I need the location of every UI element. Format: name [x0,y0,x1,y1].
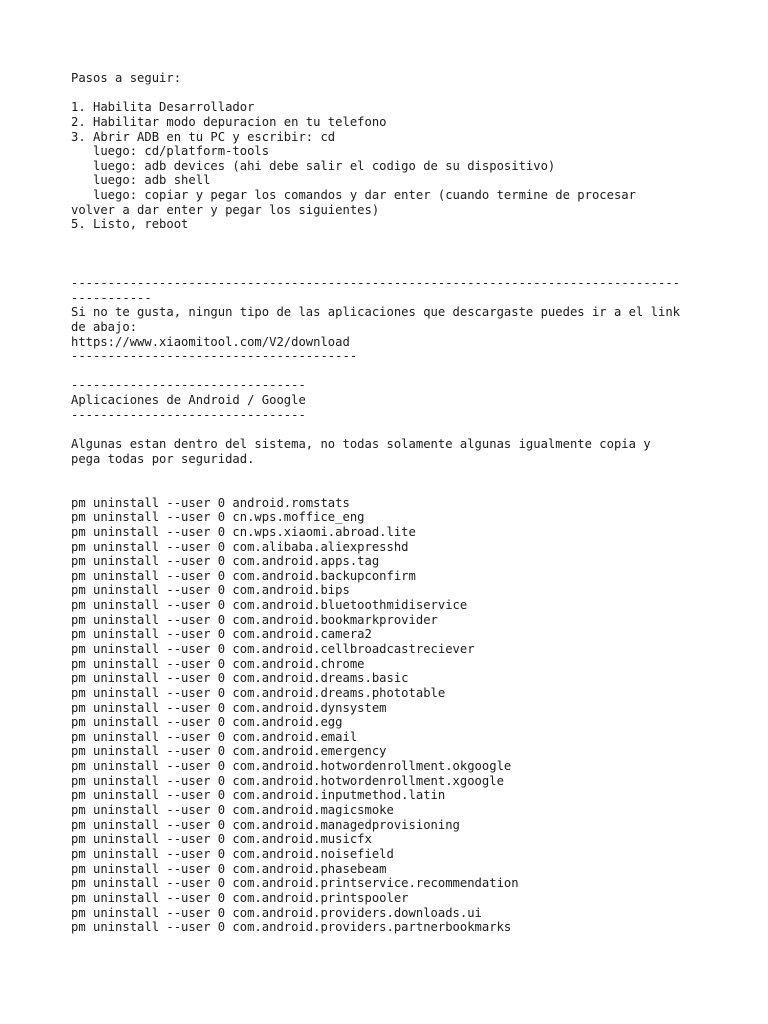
step-line: luego: adb devices (ahi debe salir el codigo de su dispositivo) [71,158,556,173]
spacer [71,481,731,496]
command-line: pm uninstall --user 0 com.android.backupconfirm [71,568,416,583]
command-line: pm uninstall --user 0 com.android.bips [71,583,350,598]
spacer [71,232,731,247]
command-line: pm uninstall --user 0 cn.wps.moffice_eng [71,510,365,525]
intro-heading: Pasos a seguir: [71,71,182,85]
step-line: luego: adb shell [71,173,211,188]
command-line: pm uninstall --user 0 com.android.providers.downloads.ui [71,905,482,920]
command-line: pm uninstall --user 0 android.romstats [71,495,350,510]
separator-line: -------------------------------- [71,407,306,422]
command-line: pm uninstall --user 0 com.android.managedprovisioning [71,817,460,832]
command-line: pm uninstall --user 0 com.android.inputmethod.latin [71,788,446,803]
note-text: de abajo: [71,319,138,334]
steps-list [71,100,731,232]
note-block [71,276,731,364]
spacer [71,247,731,262]
command-line: pm uninstall --user 0 com.android.cellbroadcastreciever [71,641,475,656]
spacer [71,86,731,101]
note-text: Si no te gusta, ningun tipo de las aplicaciones que descargaste puedes ir a el link [71,305,681,320]
description-text: pega todas por seguridad. [71,451,255,466]
command-line: pm uninstall --user 0 com.android.bluetoothmidiservice [71,598,468,613]
step-line: 2. Habilitar modo depuracion en tu telefono [71,114,387,129]
command-line: pm uninstall --user 0 com.android.dreams.phototable [71,685,446,700]
command-line: pm uninstall --user 0 cn.wps.xiaomi.abroad.lite [71,524,416,539]
separator-line: ----------------------------------------------------------------------------------- [71,275,681,290]
step-line: luego: cd/platform-tools [71,144,270,159]
download-link: https://www.xiaomitool.com/V2/download [71,334,350,349]
command-line: pm uninstall --user 0 com.android.magicsmoke [71,803,394,818]
section-description [71,437,731,466]
command-line: pm uninstall --user 0 com.android.email [71,729,358,744]
step-line: volver a dar enter y pegar los siguientes) [71,202,380,217]
description-text: Algunas estan dentro del sistema, no todas solamente algunas igualmente copia y [71,437,651,452]
command-line: pm uninstall --user 0 com.android.chrome [71,656,365,671]
command-line: pm uninstall --user 0 com.alibaba.aliexpresshd [71,539,409,554]
command-line: pm uninstall --user 0 com.android.emergency [71,744,387,759]
spacer [71,261,731,276]
command-line: pm uninstall --user 0 com.android.phasebeam [71,861,387,876]
step-line: 3. Abrir ADB en tu PC y escribir: cd [71,129,336,144]
command-line: pm uninstall --user 0 com.android.dreams.basic [71,671,409,686]
command-line: pm uninstall --user 0 com.android.hotwordenrollment.xgoogle [71,773,504,788]
command-line: pm uninstall --user 0 com.android.providers.partnerbookmarks [71,920,512,935]
spacer [71,422,731,437]
spacer [71,466,731,481]
step-line: luego: copiar y pegar los comandos y dar enter (cuando termine de procesar [71,188,636,203]
section-header [71,378,731,422]
command-line: pm uninstall --user 0 com.android.hotwordenrollment.okgoogle [71,759,512,774]
document-page [71,71,731,935]
separator-line: ----------- [71,290,152,305]
separator-line: --------------------------------------- [71,349,358,364]
separator-line: -------------------------------- [71,378,306,393]
command-line: pm uninstall --user 0 com.android.noisefield [71,846,394,861]
command-line: pm uninstall --user 0 com.android.bookmarkprovider [71,612,438,627]
section-title: Aplicaciones de Android / Google [71,393,306,408]
command-line: pm uninstall --user 0 com.android.egg [71,715,343,730]
commands-list [71,496,731,935]
command-line: pm uninstall --user 0 com.android.printservice.recommendation [71,876,519,891]
command-line: pm uninstall --user 0 com.android.musicfx [71,832,372,847]
step-line: 1. Habilita Desarrollador [71,100,255,115]
command-line: pm uninstall --user 0 com.android.apps.tag [71,554,380,569]
command-line: pm uninstall --user 0 com.android.camera2 [71,627,372,642]
spacer [71,364,731,379]
command-line: pm uninstall --user 0 com.android.printspooler [71,890,409,905]
command-line: pm uninstall --user 0 com.android.dynsystem [71,700,387,715]
step-line: 5. Listo, reboot [71,217,189,232]
